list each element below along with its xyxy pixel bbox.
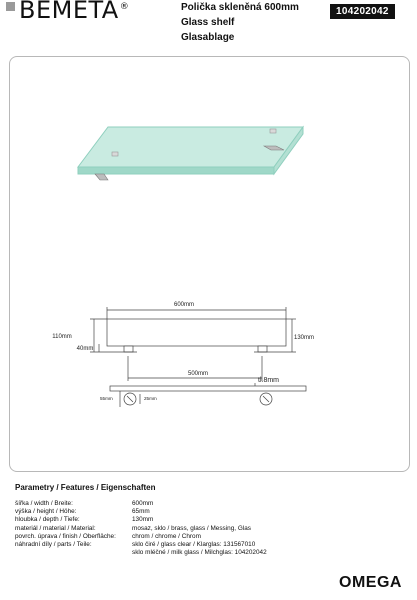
features-row <box>15 549 267 557</box>
features-title: Parametry / Features / Eigenschaften <box>15 483 156 492</box>
dim-offset-left-label: 40mm <box>76 346 94 352</box>
feature-value: chrom / chrome / Chrom <box>132 532 201 540</box>
feature-value: 600mm <box>132 500 154 507</box>
dim-height-left-label: 110mm <box>52 334 72 340</box>
dim-holder-outer-label: 55mm <box>100 396 113 401</box>
dim-thickness-label: tl.8mm <box>258 377 279 384</box>
bracket-left <box>124 346 133 352</box>
front-view <box>90 307 296 381</box>
feature-value: sklo čiré / glass clear / Klarglas: 131567010 <box>132 541 256 549</box>
features-row <box>15 525 267 533</box>
feature-label: výška / height / Höhe: <box>15 508 77 516</box>
feature-label: šířka / width / Breite: <box>15 500 73 507</box>
dim-width-label: 600mm <box>173 302 195 308</box>
holder-clip-right <box>270 129 276 133</box>
holder-clip-left <box>112 152 118 156</box>
shelf-top-outline <box>110 386 306 391</box>
feature-value: 130mm <box>132 516 154 524</box>
holder-left <box>95 174 108 180</box>
title-en: Glass shelf <box>181 17 235 28</box>
feature-value: 65mm <box>132 508 150 516</box>
feature-label: materiál / material / Material: <box>15 524 96 532</box>
feature-label: hloubka / depth / Tiefe: <box>15 516 80 524</box>
feature-value: sklo mléčné / milk glass / Milchglas: 104202042 <box>132 549 267 557</box>
feature-label: náhradní díly / parts / Teile: <box>15 541 92 549</box>
dim-holder-inner-label: 25mm <box>144 396 157 401</box>
features-table <box>15 500 267 557</box>
feature-label: povrch. úprava / finish / Oberfläche: <box>15 532 116 540</box>
title-de: Glasablage <box>181 32 235 43</box>
series-name: OMEGA <box>339 574 402 591</box>
top-view <box>110 383 306 407</box>
dim-spacing-label: 500mm <box>187 371 209 377</box>
features-row <box>15 500 267 508</box>
features-row <box>15 516 267 524</box>
shelf-render <box>78 127 303 180</box>
glass-front-edge <box>78 167 274 174</box>
product-code-badge: 104202042 <box>330 4 395 19</box>
dim-height-right-label: 130mm <box>293 335 315 341</box>
shelf-front-outline <box>107 319 286 346</box>
feature-value: mosaz, sklo / brass, glass / Messing, Glas <box>132 524 251 532</box>
title-cz: Polička skleněná 600mm <box>181 2 299 13</box>
features-row <box>15 541 267 549</box>
features-row <box>15 508 267 516</box>
feature-label <box>15 549 132 557</box>
brand-name: BEMETA® <box>19 0 130 24</box>
features-row <box>15 533 267 541</box>
bracket-right <box>258 346 267 352</box>
